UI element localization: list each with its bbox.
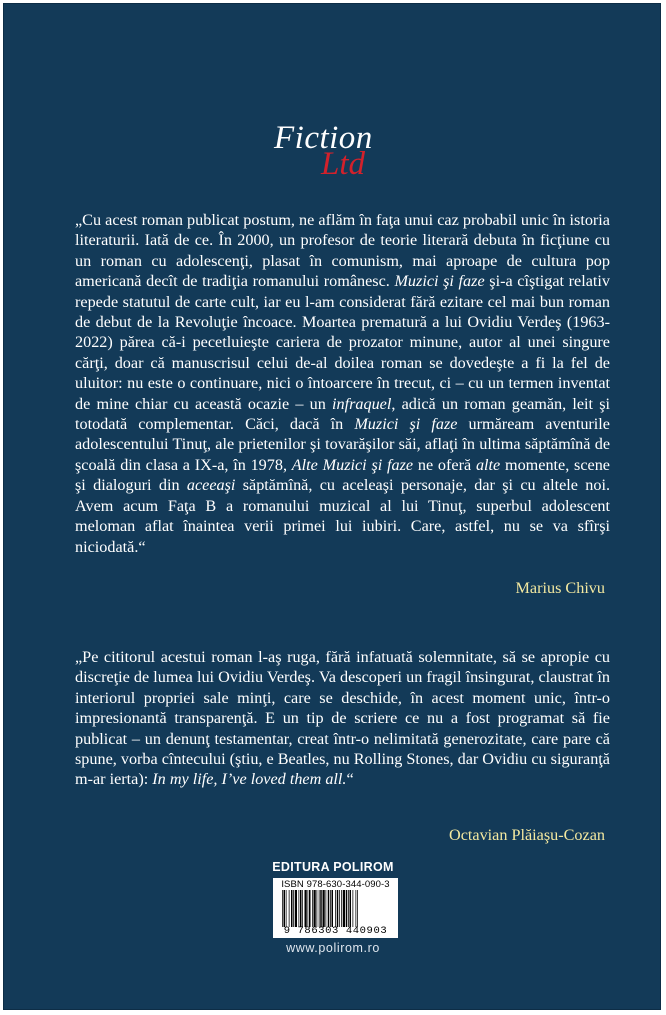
barcode-bar [330, 890, 331, 927]
barcode-bar [328, 890, 330, 927]
text-run: şi-a cîştigat relativ repede statutul de carte cult, iar eu l-am considerat fără ezitare cel mai bun roman de debut de la Revoluţie încoace. Moartea prematură a lui Ovidiu Verdeş (1963-2022) părea că-i pecetluieşte cariera de prozator minune, autor al unei singure cărţi, doar că manuscrisul celui de-al doilea roman se dovedeşte a fi la fel de uluitor: nu este o continuare, nici o întoarcere în trecut, ci – cu un termen inventat de mine chiar cu această ocazie – un [75, 272, 610, 413]
italic-title: Muzici şi faze [354, 415, 458, 434]
italic-title: infraquel [332, 394, 392, 413]
barcode-bar [350, 890, 352, 927]
barcode-bar [309, 890, 311, 927]
barcode-bar [320, 890, 322, 927]
italic-title: aceeaşi [186, 476, 236, 495]
barcode-bar [302, 890, 303, 927]
isbn-barcode [273, 878, 398, 938]
barcode-bar [312, 890, 313, 927]
barcode-bar [308, 890, 309, 927]
italic-title: Alte Muzici şi faze [291, 455, 414, 474]
isbn-number: ISBN 978-630-344-090-3 [281, 879, 390, 890]
text-run: „Pe cititorul acestui roman l-aş ruga, fără infatuată solemnitate, să se apropie cu discreţie de lumea lui Ovidiu Verdeş. Va descoperi un fragil însingurat, claustrat în interiorul propriei sale minţi, care se deschide, în acest moment unic, într-o impresionantă transparenţă. E un tip de scriere ce nu a fost programat să fie publicat – un denunţ testamentar, creat într-o nelimitată generozitate, care pare că spune, vorba cîntecului (ştiu, e Beatles, nu Rolling Stones, dar Ovidiu cu siguranţă m-ar ierta): [75, 648, 610, 789]
text-run: momente, scene şi dialoguri din [75, 455, 610, 495]
publisher-name: EDITURA POLIROM [272, 860, 394, 874]
barcode-bar [291, 890, 293, 927]
barcode-bar [356, 890, 357, 927]
barcode-bar [314, 890, 316, 927]
blurb-author-1: Marius Chivu [515, 579, 605, 597]
publisher-website: www.polirom.ro [286, 941, 380, 955]
barcode-bar [335, 890, 336, 927]
barcode-bar [284, 890, 286, 927]
text-run: „Cu acest roman publicat postum, ne aflăm în faţa unui caz probabil unic în istoria literaturii. Iată de ce. În 2000, un profesor de teorie literară debuta în ficţiune cu un roman cu adolescenţi, plasat în comunism, mai aproape de cultura pop americană decît de tradiţia romanului românesc. [75, 211, 610, 291]
barcode-bar [339, 890, 340, 927]
barcode-bars [282, 890, 391, 927]
text-run: urmăream aventurile adolescentului Tinuţ, ale prietenilor şi tovarăşilor săi, aflaţi în ultima săptămînă de şcoală din clasa a IX-a, în 1978, [75, 415, 610, 474]
blurb-quote-2 [75, 647, 610, 790]
barcode-bar [341, 890, 342, 927]
text-run: ne oferă [413, 455, 476, 474]
ean-digits: 9 786303 440903 [283, 925, 388, 937]
blurb-author-2: Octavian Plăiaşu-Cozan [449, 826, 605, 844]
fiction-ltd-logo [274, 120, 444, 190]
barcode-bar [317, 890, 318, 927]
barcode-bar [343, 890, 345, 927]
barcode-bar [282, 890, 283, 927]
barcode-bar [346, 890, 348, 927]
italic-title: alte [475, 455, 501, 474]
barcode-bar [319, 890, 320, 927]
back-cover [3, 3, 661, 1010]
barcode-bar [295, 890, 297, 927]
barcode-bar [357, 890, 358, 927]
barcode-bar [348, 890, 349, 927]
barcode-bar [299, 890, 300, 927]
barcode-bar [300, 890, 302, 927]
barcode-bar [293, 890, 294, 927]
barcode-bar [353, 890, 354, 927]
barcode-bar [305, 890, 307, 927]
barcode-bar [289, 890, 290, 927]
blurb-quote-1 [75, 210, 610, 557]
italic-title: Muzici şi faze [394, 272, 485, 291]
logo-word-ltd: Ltd [321, 146, 366, 182]
text-run: “ [346, 770, 354, 789]
barcode-bar [337, 890, 339, 927]
barcode-bar [326, 890, 327, 927]
text-run: săptămînă, cu aceleaşi personaje, dar şi cu altele noi. Avem acum Faţa B a romanului muzical al lui Tinuţ, superbul adolescent meloman aflat înaintea verii primei lui iubiri. Care, astfel, nu se va sfîrşi niciodată.“ [75, 476, 610, 556]
logo-word-fiction: Fiction [274, 120, 373, 156]
barcode-bar [332, 890, 334, 927]
italic-title: In my life, I’ve loved them all. [152, 770, 347, 789]
barcode-bar [286, 890, 287, 927]
barcode-bar [323, 890, 325, 927]
text-run: , adică un roman geamăn, leit şi totodată complementar. Căci, dacă în [75, 394, 611, 434]
